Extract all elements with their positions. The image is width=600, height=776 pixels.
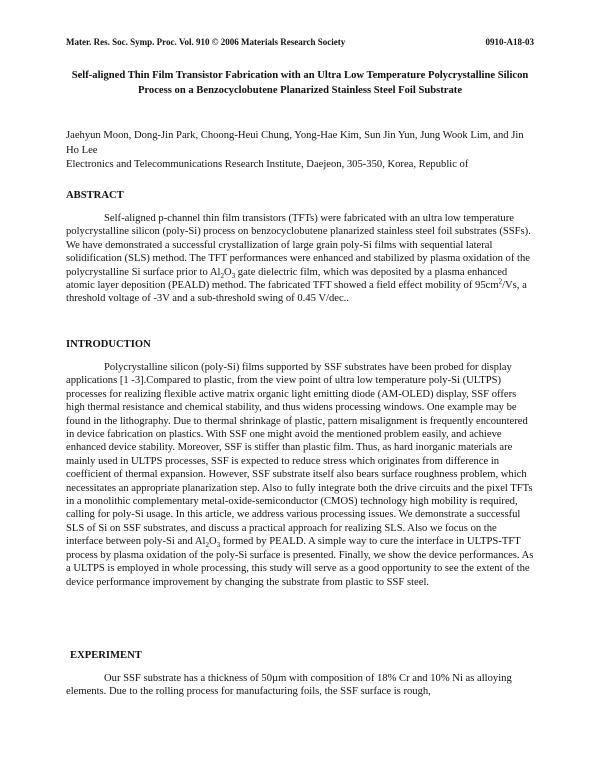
introduction-text: Polycrystalline silicon (poly-Si) films supported by SSF substrates have been probed for display applications [1 -3].Compared to plastic, from the view point of ultra low temperature poly-Si (ULTPS) processes for realizing flexible active matrix organic light emitting diode (AM-OLED) display, SSF offers high thermal resistance and chemical stability, and thus widens processing windows. One example may be found in the lithography. Due to thermal shrinkage of plastic, pattern misalignment is frequently encountered in device fabrication on plastics. With SSF one might avoid the mentioned problem easily, and achieve enhanced device stability. Moreover, SSF is stiffer than plastic film. Thus, as hard inorganic materials are mainly used in ULTPS processes, SSF is expected to reduce stress which originates from difference in coefficient of thermal expansion. However, SSF substrate itself also bears surface roughness problem, which necessitates an appropriate planarization step. Also to fully integrate both the drive circuits and the pixel TFTs in a monolithic complementary metal-oxide-semiconductor (CMOS) technology high mobility is required, calling for poly-Si usage. In this article, we address various processing issues. We demonstrate a successful SLS of Si on SSF substrates, and discuss a practical approach for realizing SLS. Also we focus on the interface between poly-Si and $Al_2O_3$ formed by PEALD. A simple way to cure the interface in ULTPS-TFT process by plasma oxidation of the poly-Si surface is presented. Finally, we show the device performances. As a ULTPS is employed in whole processing, this study will serve as a good opportunity to see the extent of the device performance improvement by changing the substrate from plastic to SSF steel. bbox=[66, 362, 534, 588]
paper-title: Self-aligned Thin Film Transistor Fabrication with an Ultra Low Temperature Polycrystalline Silicon Process on a Benzocyclobutene Planarized Stainless Steel Foil Substrate bbox=[71, 70, 529, 96]
author-list: Jaehyun Moon, Dong-Jin Park, Choong-Heui Chung, Yong-Hae Kim, Sun Jin Yun, Jung Wook Lim, and Jin Ho Lee bbox=[66, 130, 524, 156]
paper-id: 0910-A18-03 bbox=[485, 37, 534, 47]
abstract-heading: ABSTRACT bbox=[66, 190, 124, 201]
running-header bbox=[66, 37, 534, 51]
affiliation: Electronics and Telecommunications Research Institute, Daejeon, 305-350, Korea, Republic of bbox=[66, 159, 469, 170]
introduction-heading: INTRODUCTION bbox=[66, 339, 151, 350]
journal-citation: Mater. Res. Soc. Symp. Proc. Vol. 910 © 2006 Materials Research Society bbox=[66, 37, 346, 47]
experiment-heading: EXPERIMENT bbox=[70, 650, 142, 661]
experiment-text: Our SSF substrate has a thickness of 50µm with composition of 18% Cr and 10% Ni as alloying elements. Due to the rolling process for manufacturing foils, the SSF surface is rough, bbox=[66, 673, 512, 698]
abstract-text: Self-aligned p-channel thin film transistors (TFTs) were fabricated with an ultra low temperature polycrystalline silicon (poly-Si) process on benzocyclobutene planarized stainless steel foil substrates (SSFs). We have demonstrated a successful crystallization of large grain poly-Si films with sequential lateral solidification (SLS) method. The TFT performances were enhanced and stabilized by plasma oxidation of the polycrystalline Si surface prior to $Al_2O_3$ gate dielectric film, which was deposited by a plasma enhanced atomic layer deposition (PEALD) method. The fabricated TFT showed a field effect mobility of $95cm^2/Vs$, a threshold voltage of -3V and a sub-threshold swing of 0.45 V/dec.. bbox=[66, 213, 531, 305]
